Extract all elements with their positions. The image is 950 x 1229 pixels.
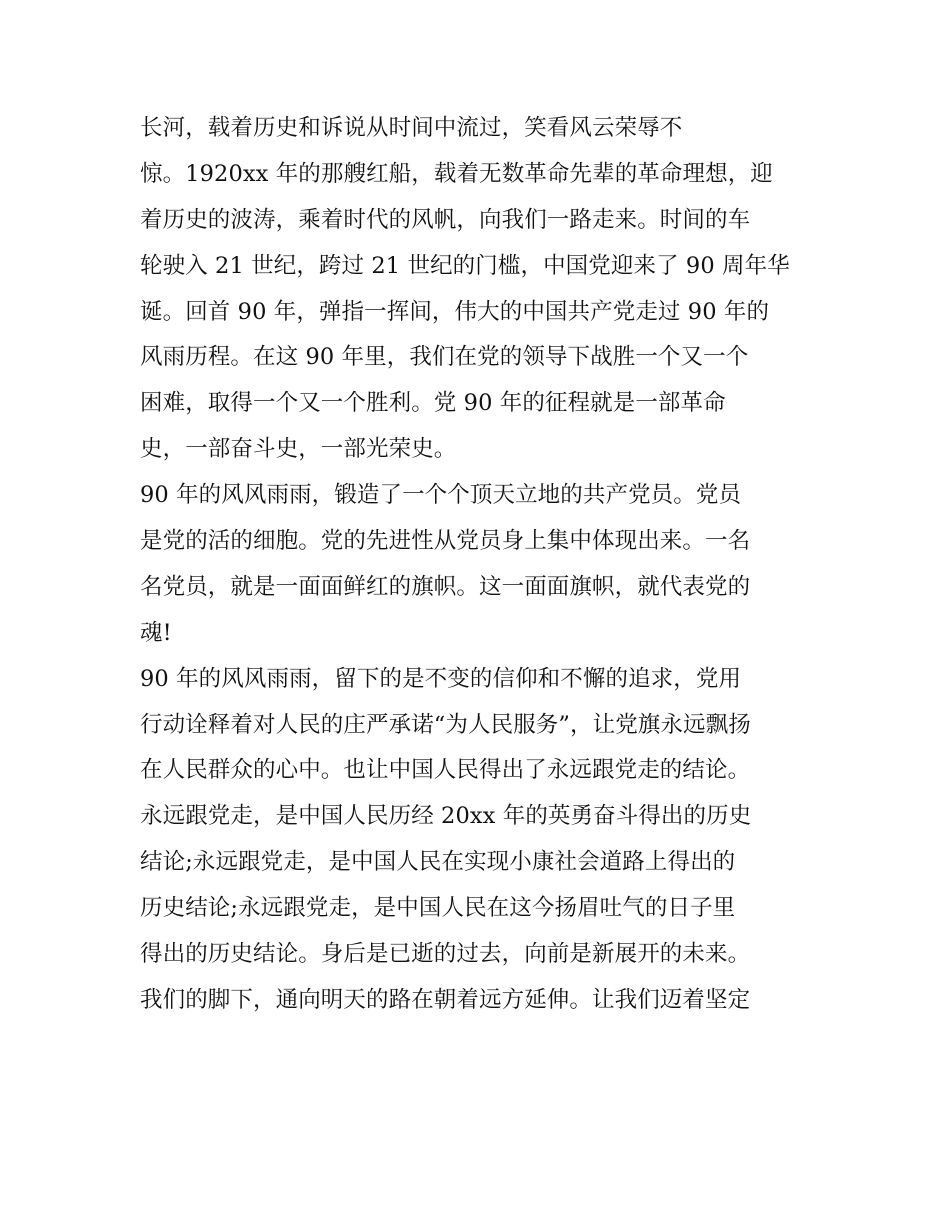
- text-line: 长河，载着历史和诉说从时间中流过，笑看风云荣辱不: [140, 115, 683, 141]
- text-line: 历史结论;永远跟党走，是中国人民在这今扬眉吐气的日子里: [140, 895, 736, 922]
- text-line: 魂!: [140, 619, 172, 646]
- text-line: 90 年的风风雨雨，锻造了一个个顶天立地的共产党员。党员: [140, 482, 742, 509]
- text-line: 行动诠释着对人民的庄严承诺“为人民服务”，让党旗永远飘扬: [140, 711, 751, 738]
- text-line: 名党员，就是一面面鲜红的旗帜。这一面面旗帜，就代表党的: [140, 573, 751, 600]
- text-line: 得出的历史结论。身后是已逝的过去，向前是新展开的未来。: [140, 941, 751, 968]
- text-line: 风雨历程。在这 90 年里，我们在党的领导下战胜一个又一个: [140, 344, 749, 371]
- body-text: [140, 106, 820, 1024]
- text-line: 是党的活的细胞。党的先进性从党员身上集中体现出来。一名: [140, 528, 751, 555]
- text-line: 结论;永远跟党走，是中国人民在实现小康社会道路上得出的: [140, 849, 736, 876]
- text-line: 90 年的风风雨雨，留下的是不变的信仰和不懈的追求，党用: [140, 665, 742, 692]
- text-line: 着历史的波涛，乘着时代的风帆，向我们一路走来。时间的车: [140, 206, 751, 233]
- text-line: 永远跟党走，是中国人民历经 20xx 年的英勇奋斗得出的历史: [140, 803, 752, 830]
- text-line: 诞。回首 90 年，弹指一挥间，伟大的中国共产党走过 90 年的: [140, 298, 770, 325]
- text-line: 史，一部奋斗史，一部光荣史。: [140, 436, 457, 463]
- text-line: 惊。1920xx 年的那艘红船，载着无数革命先辈的革命理想，迎: [140, 160, 773, 187]
- text-line: 在人民群众的心中。也让中国人民得出了永远跟党走的结论。: [140, 757, 751, 784]
- text-line: 轮驶入 21 世纪，跨过 21 世纪的门槛，中国党迎来了 90 周年华: [140, 252, 790, 279]
- text-line: 我们的脚下，通向明天的路在朝着远方延伸。让我们迈着坚定: [140, 986, 751, 1013]
- text-line: 困难，取得一个又一个胜利。党 90 年的征程就是一部革命: [140, 390, 726, 417]
